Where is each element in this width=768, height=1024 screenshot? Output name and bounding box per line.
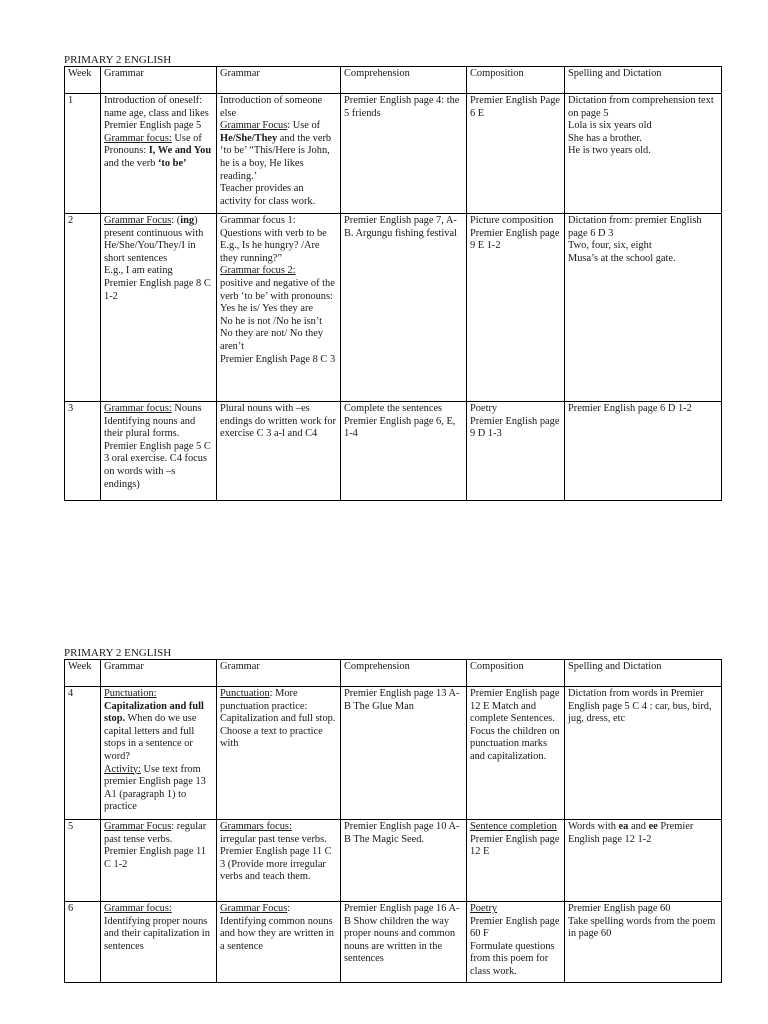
cell-text: Punctuation: [220, 688, 270, 699]
schedule-block-2: [64, 647, 722, 983]
cell-line: [104, 846, 213, 871]
cell-text: Premier English page 60: [568, 903, 671, 914]
grammar-cell: [217, 214, 341, 402]
cell-line: [568, 133, 718, 146]
cell-line: [568, 916, 718, 941]
header-grammar: Grammar: [101, 67, 217, 94]
cell-text: ‘to be’: [157, 157, 187, 169]
comprehension-cell: [341, 402, 467, 501]
cell-text: Grammar Focus: [104, 821, 172, 832]
cell-text: ing: [180, 215, 195, 226]
cell-line: [104, 278, 213, 303]
composition-cell: [467, 94, 565, 214]
cell-line: [104, 403, 213, 416]
cell-text: Premier English page 60 F: [470, 915, 560, 940]
cell-text: and: [628, 821, 649, 832]
cell-text: Grammar Focus: [104, 215, 172, 226]
cell-text: : regular past tense verbs.: [104, 821, 207, 845]
cell-line: [104, 688, 213, 701]
composition-cell: [467, 687, 565, 820]
cell-text: Questions with verb to be E.g., Is he hungry? /Are they running?”: [220, 227, 327, 264]
cell-text: Grammar Focus: [220, 120, 288, 132]
header-grammar: Grammar: [101, 660, 217, 687]
composition-cell: [467, 820, 565, 902]
schedule-block-1: [64, 54, 722, 501]
cell-line: [344, 416, 463, 441]
cell-text: Grammar focus 1:: [220, 215, 296, 226]
cell-line: [344, 95, 463, 120]
cell-text: Premier English page 5: [104, 120, 202, 132]
cell-line: [568, 145, 718, 158]
cell-text: Premier English page 5 C 3 oral exercise. C4 focus on words with –s endings): [104, 440, 211, 490]
cell-text: and the verb ‘to be’ “This/Here is John, he is a boy, He likes reading.’: [220, 132, 332, 182]
table-row: [65, 402, 722, 501]
cell-text: : (: [171, 215, 181, 226]
cell-text: Premier English Page 8 C 3: [220, 353, 336, 365]
grammar-cell: [101, 402, 217, 501]
cell-line: [104, 821, 213, 846]
doc-title: PRIMARY 2 ENGLISH: [64, 647, 172, 659]
cell-text: Premier English page 10 A-B The Magic Seed.: [344, 821, 460, 845]
cell-text: Poetry: [470, 403, 498, 414]
cell-line: [220, 403, 337, 441]
cell-text: Use of Pronouns:: [104, 132, 202, 157]
header-comprehension: Comprehension: [341, 660, 467, 687]
cell-text: : Use of: [287, 120, 321, 132]
table-row: [65, 902, 722, 983]
cell-text: Activity:: [104, 763, 141, 775]
cell-line: [220, 120, 337, 183]
cell-line: [104, 903, 213, 916]
cell-text: Premier English Page 6 E: [470, 95, 561, 119]
cell-text: When do we use capital letters and full stops in a sentence or word?: [104, 713, 197, 762]
cell-line: [104, 416, 213, 441]
cell-line: [568, 688, 718, 726]
cell-text: Premier English page 13 A-B The Glue Man: [344, 688, 460, 712]
cell-line: [470, 95, 561, 120]
comprehension-cell: [341, 687, 467, 820]
cell-line: [568, 240, 718, 253]
week-cell: 6: [65, 902, 101, 983]
cell-text: Premier English page 12 E Match and complete Sentences. Focus the children on punctuation marks and capitalization.: [470, 688, 560, 762]
cell-text: Take spelling words from the poem in page 60: [568, 915, 716, 940]
cell-line: [104, 215, 213, 265]
grammar-cell: [217, 902, 341, 983]
spelling-cell: [565, 214, 722, 402]
grammar-cell: [101, 902, 217, 983]
cell-text: Premier English page 9 D 1-3: [470, 415, 560, 440]
spelling-cell: [565, 402, 722, 501]
cell-line: [470, 941, 561, 979]
cell-text: Premier English page 12 E: [470, 833, 560, 858]
cell-line: [470, 215, 561, 228]
header-spelling: Spelling and Dictation: [565, 67, 722, 94]
header-spelling: Spelling and Dictation: [565, 660, 722, 687]
grammar-cell: [217, 94, 341, 214]
header-grammar: Grammar: [217, 660, 341, 687]
cell-text: Dictation from: premier English page 6 D 3: [568, 215, 702, 239]
cell-text: Premier English page 7, A-B. Argungu fishing festival: [344, 215, 457, 239]
week-cell: 2: [65, 214, 101, 402]
spelling-cell: [565, 902, 722, 983]
doc-title: PRIMARY 2 ENGLISH: [64, 54, 172, 66]
cell-line: [220, 95, 337, 120]
composition-cell: [467, 902, 565, 983]
cell-text: I, We and You: [148, 145, 212, 157]
week-cell: 1: [65, 94, 101, 214]
cell-line: [568, 821, 718, 846]
cell-text: ) present continuous with He/She/You/They/I in short sentences: [104, 215, 204, 264]
table-header-row: [65, 660, 722, 687]
cell-line: [568, 403, 718, 416]
cell-line: [470, 228, 561, 253]
table-header-row: [65, 67, 722, 94]
cell-line: [344, 821, 463, 846]
grammar-cell: [217, 402, 341, 501]
cell-line: [104, 120, 213, 133]
cell-line: [220, 316, 337, 354]
cell-text: Complete the sentences: [344, 403, 443, 414]
cell-text: He is two years old.: [568, 145, 651, 157]
cell-line: [470, 688, 561, 764]
cell-text: Premier English page 16 A-B Show children the way proper nouns and common nouns are written in the sentences: [344, 903, 460, 965]
spelling-cell: [565, 820, 722, 902]
cell-text: He/She/They: [220, 132, 278, 144]
cell-text: Identifying proper nouns and their capitalization in sentences: [104, 915, 210, 952]
cell-text: : More punctuation practice: Capitalization and full stop. Choose a text to practice with: [220, 688, 336, 750]
cell-text: Grammars focus:: [220, 821, 292, 832]
table-row: [65, 687, 722, 820]
cell-text: Formulate questions from this poem for class work.: [470, 940, 555, 977]
cell-text: Grammar Focus: [220, 903, 288, 914]
comprehension-cell: [341, 214, 467, 402]
cell-line: [220, 821, 337, 834]
cell-text: Premier English page 4: the 5 friends: [344, 95, 460, 119]
cell-text: Identifying nouns and their plural forms.: [104, 415, 196, 440]
cell-line: [220, 228, 337, 266]
cell-text: Two, four, six, eight: [568, 240, 652, 252]
cell-text: positive and negative of the verb ‘to be’ with pronouns: Yes he is/ Yes they are: [220, 277, 335, 315]
header-grammar: Grammar: [217, 67, 341, 94]
cell-text: Grammar focus:: [104, 132, 172, 144]
comprehension-cell: [341, 94, 467, 214]
comprehension-cell: [341, 902, 467, 983]
week-cell: 5: [65, 820, 101, 902]
header-week: Week: [65, 67, 101, 94]
cell-line: [220, 183, 337, 208]
cell-line: [344, 403, 463, 416]
header-week: Week: [65, 660, 101, 687]
comprehension-cell: [341, 820, 467, 902]
cell-text: Poetry: [470, 903, 498, 914]
cell-line: [344, 215, 463, 240]
cell-text: irregular past tense verbs. Premier English page 11 C 3 (Provide more irregular verbs and teach them.: [220, 833, 332, 883]
cell-line: [220, 215, 337, 228]
grammar-cell: [101, 214, 217, 402]
cell-text: Grammar focus 2:: [220, 265, 296, 277]
composition-cell: [467, 214, 565, 402]
cell-text: Punctuation:: [104, 688, 157, 699]
table-row: [65, 214, 722, 402]
cell-text: Introduction of someone else: [220, 95, 323, 119]
cell-line: [470, 821, 561, 834]
week-cell: 4: [65, 687, 101, 820]
spelling-cell: [565, 687, 722, 820]
cell-text: Premier English page 8 C 1-2: [104, 277, 211, 302]
cell-text: Premier English page 6 D 1-2: [568, 403, 692, 414]
cell-line: [470, 916, 561, 941]
cell-text: Dictation from comprehension text on page 5: [568, 95, 714, 119]
cell-text: ee: [648, 821, 658, 832]
cell-line: [568, 215, 718, 240]
table-row: [65, 820, 722, 902]
cell-text: Premier English page 9 E 1-2: [470, 227, 560, 252]
cell-text: Dictation from words in Premier English page 5 C 4 : car, bus, bird, jug, dress, etc: [568, 688, 712, 725]
cell-line: [104, 764, 213, 814]
header-composition: Composition: [467, 67, 565, 94]
cell-line: [104, 441, 213, 491]
week-cell: 3: [65, 402, 101, 501]
cell-text: : Identifying common nouns and how they are written in a sentence: [220, 903, 334, 952]
grammar-cell: [217, 687, 341, 820]
cell-line: [470, 416, 561, 441]
cell-text: Capitalization and full stop.: [104, 700, 204, 725]
cell-line: [568, 95, 718, 120]
cell-line: [104, 916, 213, 954]
cell-line: [104, 133, 213, 171]
cell-text: Use text from premier English page 13 A1 (paragraph 1) to practice: [104, 763, 206, 813]
cell-text: Plural nouns with –es endings do written work for exercise C 3 a-l and C4: [220, 403, 337, 440]
cell-text: Premier English page 6, E, 1-4: [344, 415, 456, 440]
cell-line: [220, 688, 337, 751]
cell-text: She has a brother.: [568, 132, 642, 144]
cell-line: [220, 265, 337, 278]
cell-line: [220, 903, 337, 953]
cell-line: [104, 95, 213, 120]
cell-text: Picture composition: [470, 215, 554, 226]
cell-line: [104, 265, 213, 278]
cell-text: E.g., I am eating: [104, 265, 173, 277]
cell-line: [568, 253, 718, 266]
cell-text: Grammar focus:: [104, 403, 172, 414]
cell-line: [470, 903, 561, 916]
cell-text: Nouns: [171, 403, 202, 414]
cell-text: Lola is six years old: [568, 120, 652, 132]
cell-line: [220, 354, 337, 367]
cell-line: [104, 701, 213, 764]
cell-text: and the verb: [104, 157, 158, 169]
cell-line: [470, 834, 561, 859]
grammar-cell: [101, 687, 217, 820]
header-comprehension: Comprehension: [341, 67, 467, 94]
cell-text: Introduction of oneself: name age, class and likes: [104, 95, 209, 119]
cell-text: Musa’s at the school gate.: [568, 252, 676, 264]
grammar-cell: [101, 94, 217, 214]
cell-line: [568, 903, 718, 916]
grammar-cell: [217, 820, 341, 902]
cell-text: Sentence completion: [470, 821, 557, 832]
grammar-cell: [101, 820, 217, 902]
cell-line: [568, 120, 718, 133]
cell-text: Words with: [568, 821, 619, 832]
cell-line: [344, 903, 463, 966]
cell-text: Teacher provides an activity for class work.: [220, 183, 316, 207]
cell-line: [470, 403, 561, 416]
cell-text: Grammar focus:: [104, 903, 172, 914]
composition-cell: [467, 402, 565, 501]
schedule-table: [64, 659, 722, 983]
schedule-table: [64, 66, 722, 501]
cell-line: [220, 278, 337, 316]
cell-line: [344, 688, 463, 713]
cell-text: ea: [618, 821, 629, 832]
cell-line: [220, 834, 337, 884]
cell-text: Premier English page 12 1-2: [568, 821, 694, 845]
header-composition: Composition: [467, 660, 565, 687]
table-row: [65, 94, 722, 214]
cell-text: No he is not /No he isn’t No they are not/ No they aren’t: [220, 315, 324, 352]
spelling-cell: [565, 94, 722, 214]
cell-text: Premier English page 11 C 1-2: [104, 846, 207, 870]
